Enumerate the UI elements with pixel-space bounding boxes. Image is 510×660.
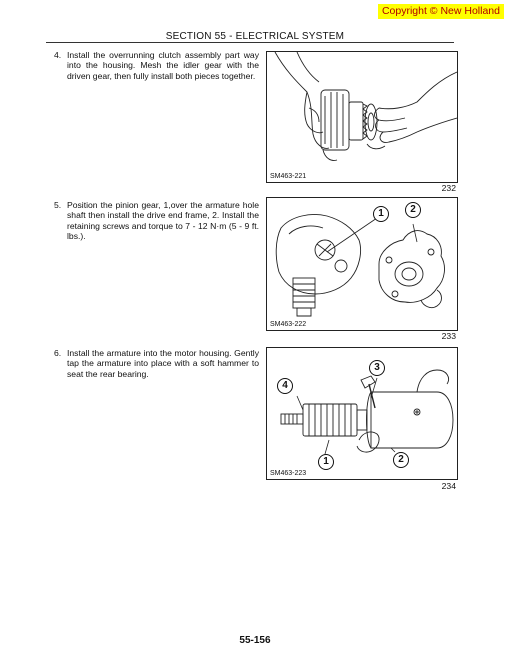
step-text: Install the armature into the motor housing. Gently tap the armature into place with a soft hammer to seat the rear bearing.: [67, 348, 259, 379]
pinion-drive-frame-illustration: [267, 198, 457, 330]
armature-install-illustration: [267, 348, 457, 479]
clutch-install-illustration: [267, 52, 457, 182]
copyright-banner: Copyright © New Holland: [378, 4, 504, 19]
callout-1: 1: [318, 454, 334, 470]
step-number: 5.: [54, 200, 62, 210]
figure-234-armature-install: [266, 347, 458, 480]
figure-number: 232: [441, 183, 456, 193]
callout-3: 3: [369, 360, 385, 376]
figure-code: SM463-221: [270, 173, 307, 180]
figure-code: SM463-223: [270, 470, 307, 477]
figure-number: 234: [441, 481, 456, 491]
step-text: Position the pinion gear, 1,over the armature hole shaft then install the drive end frame, 2. Install the retaining screws and torque to 7 - 12 N·m (5 - 9 ft. lbs.).: [67, 200, 259, 242]
header-rule: [46, 42, 454, 43]
figure-code: SM463-222: [270, 321, 307, 328]
callout-2: 2: [393, 452, 409, 468]
figure-number: 233: [441, 331, 456, 341]
step-text: Install the overrunning clutch assembly part way into the housing. Mesh the idler gear with the driven gear, then fully install both pieces together.: [67, 50, 259, 81]
figure-233-pinion-drive-frame: [266, 197, 458, 331]
callout-2: 2: [405, 202, 421, 218]
callout-1: 1: [373, 206, 389, 222]
page-number: 55-156: [239, 635, 271, 646]
section-title: SECTION 55 - ELECTRICAL SYSTEM: [165, 31, 345, 42]
step-6: [54, 348, 259, 379]
callout-4: 4: [277, 378, 293, 394]
step-4: [54, 50, 259, 81]
step-number: 6.: [54, 348, 62, 358]
step-number: 4.: [54, 50, 62, 60]
step-5: [54, 200, 259, 242]
figure-232-clutch-install: [266, 51, 458, 183]
